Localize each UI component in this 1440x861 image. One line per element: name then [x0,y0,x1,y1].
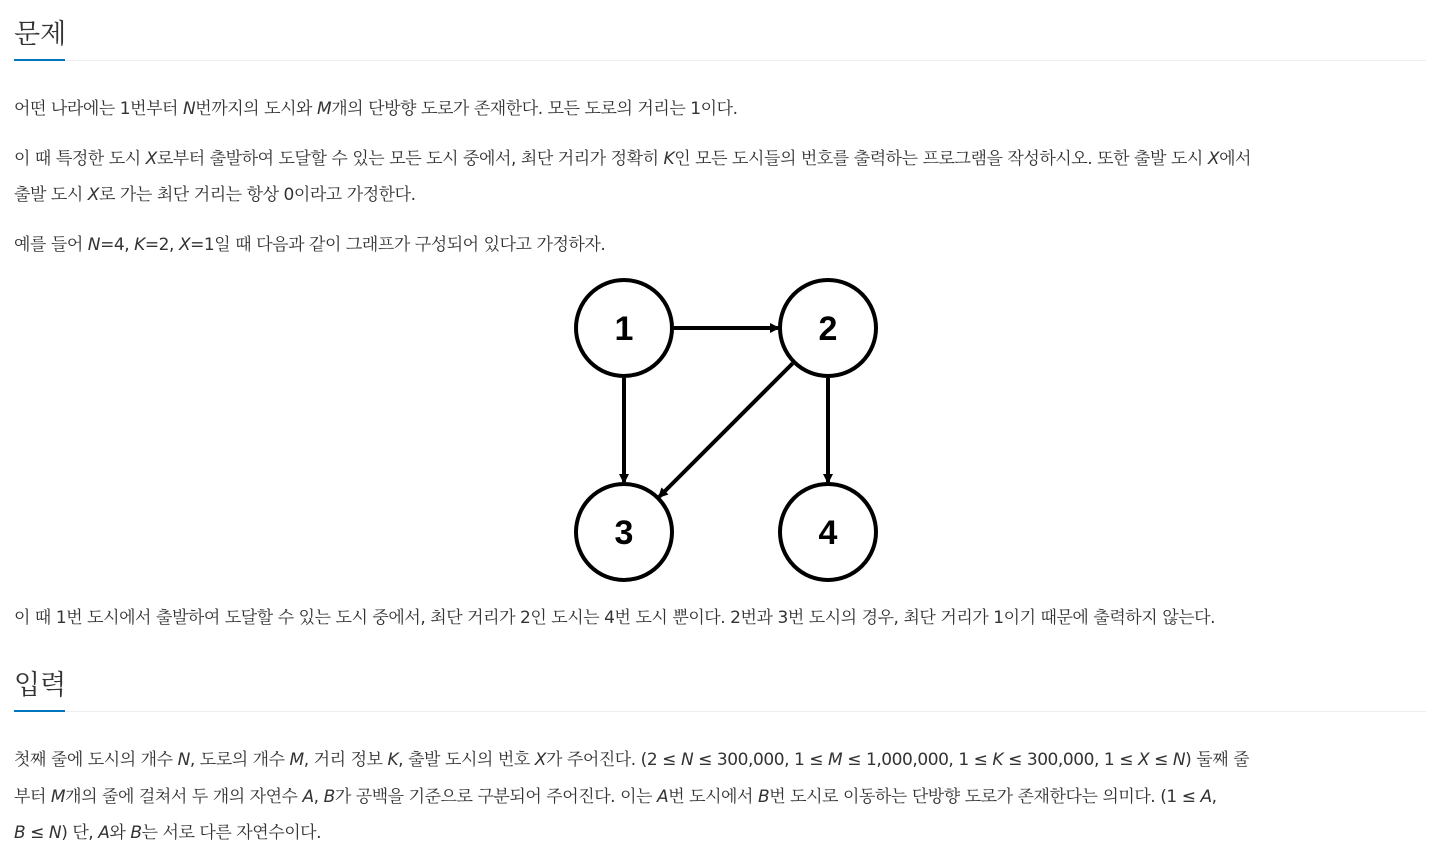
graph-node-label-4: 4 [818,514,838,552]
math-variable: M [828,750,843,770]
problem-paragraph-4 [14,600,1215,636]
math-variable: B [323,787,335,807]
text-segment: 예를 들어 [14,235,88,255]
text-segment: ≤ 300,000, 1 ≤ [693,750,829,770]
text-segment: 어떤 나라에는 1번부터 [14,99,183,119]
input-line-1 [14,742,1249,778]
math-variable: N [48,823,62,843]
text-segment: 와 [109,823,131,843]
graph-node-label-2: 2 [818,310,838,348]
math-variable: X [534,750,546,770]
text-segment: 이 때 특정한 도시 [14,149,146,169]
text-segment: 부터 [14,787,51,807]
text-segment: ≤ [25,823,49,843]
text-segment: , [1211,787,1217,807]
text-segment: 번까지의 도시와 [195,99,317,119]
math-variable: K [663,149,675,169]
input-headline [14,651,1426,712]
text-segment: 번 도시로 이동하는 단방향 도로가 존재한다는 의미다. (1 ≤ [769,787,1201,807]
text-segment: 번 도시에서 [668,787,758,807]
math-variable: N [87,235,101,255]
text-segment: , 도로의 개수 [189,750,290,770]
input-section [14,651,1426,861]
input-line-3 [14,815,321,851]
math-variable: N [680,750,694,770]
text-segment: 이 때 1번 도시에서 출발하여 도달할 수 있는 도시 중에서, 최단 거리가 2인 도시는 4번 도시 뿐이다. 2번과 3번 도시의 경우, 최단 거리가 1이기 때문에 출력하지 않는다. [14,608,1216,628]
graph-node-label-1: 1 [614,310,634,348]
text-segment: ≤ [1149,750,1173,770]
problem-paragraph-2-line-1 [14,141,1251,177]
math-variable: X [178,235,191,255]
text-segment: =4, [100,235,135,255]
math-variable: A [657,787,669,807]
math-variable: M [289,750,304,770]
math-variable: A [302,787,314,807]
text-segment: ) 단, [61,823,99,843]
text-segment: 가 공백을 기준으로 구분되어 주어진다. 이는 [334,787,657,807]
math-variable: X [1137,750,1150,770]
text-segment: ≤ 1,000,000, 1 ≤ [842,750,993,770]
math-variable: X [145,149,157,169]
text-segment: 인 모든 도시들의 번호를 출력하는 프로그램을 작성하시오. 또한 출발 도시 [674,149,1208,169]
text-segment: 개의 단방향 도로가 존재한다. 모든 도로의 거리는 1이다. [331,99,738,119]
graph-figure [570,278,882,584]
text-segment: 출발 도시 [14,185,88,205]
math-variable: B [757,787,770,807]
text-segment: 에서 [1219,149,1252,169]
math-variable: N [1172,750,1186,770]
problem-headline [14,0,1426,61]
text-segment: =2, [144,235,179,255]
text-segment: 로부터 출발하여 도달할 수 있는 모든 도시 중에서, 최단 거리가 정확히 [156,149,664,169]
math-variable: B [14,823,26,843]
math-variable: A [1200,787,1212,807]
input-line-2 [14,779,1217,815]
text-segment: , 거리 정보 [303,750,388,770]
graph-edge-2-3 [659,363,792,496]
math-variable: X [1207,149,1220,169]
graph-svg [570,278,882,584]
problem-paragraph-3 [14,227,605,263]
input-title: 입력 [14,670,67,701]
math-variable: N [182,99,196,119]
graph-node-label-3: 3 [614,514,634,552]
text-segment: =1일 때 다음과 같이 그래프가 구성되어 있다고 가정하자. [190,235,606,255]
math-variable: B [130,823,142,843]
math-variable: M [316,99,332,119]
text-segment: 첫째 줄에 도시의 개수 [14,750,178,770]
input-title-underline [14,710,65,712]
math-variable: K [134,235,145,255]
math-variable: X [87,185,99,205]
text-segment: ≤ 300,000, 1 ≤ [1003,750,1138,770]
math-variable: A [98,823,110,843]
text-segment: 는 서로 다른 자연수이다. [141,823,322,843]
text-segment: 로 가는 최단 거리는 항상 0이라고 가정한다. [99,185,416,205]
problem-title-underline [14,59,65,61]
text-segment: 개의 줄에 걸쳐서 두 개의 자연수 [65,787,303,807]
math-variable: K [992,750,1004,770]
problem-paragraph-2-line-2 [14,177,416,213]
text-segment: , 출발 도시의 번호 [398,750,535,770]
problem-title: 문제 [14,19,67,50]
math-variable: N [177,750,190,770]
math-variable: K [387,750,399,770]
math-variable: M [50,787,66,807]
text-segment: ) 둘째 줄 [1185,750,1250,770]
problem-paragraph-1 [14,91,738,127]
text-segment: 가 주어진다. (2 ≤ [545,750,681,770]
text-segment: , [313,787,324,807]
